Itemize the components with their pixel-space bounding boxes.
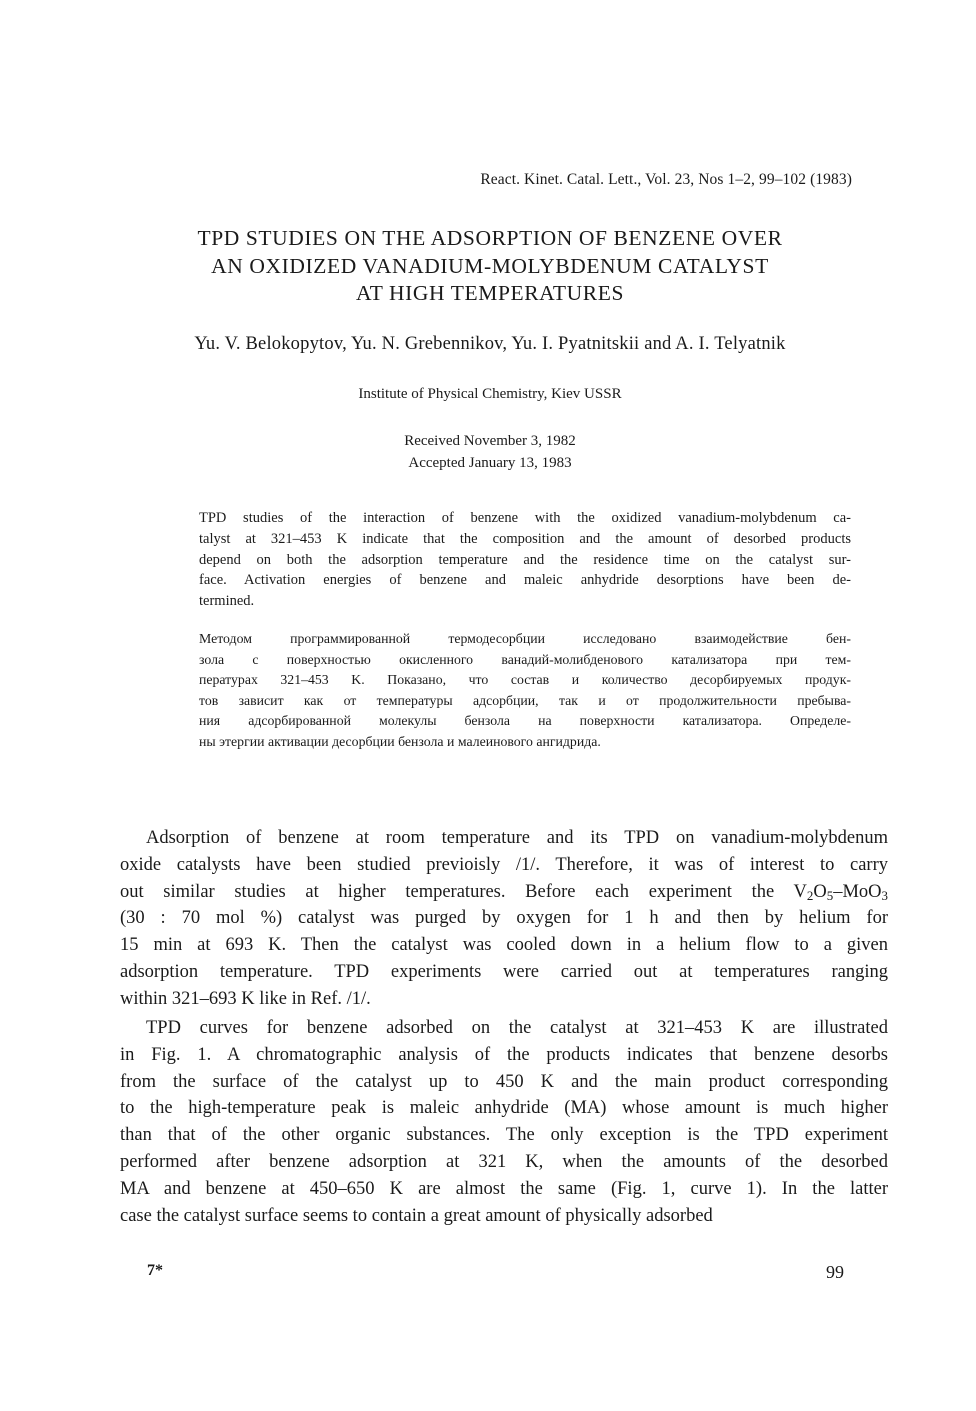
body-line: adsorption temperature. TPD experiments were carried out at temperatures ranging [120, 961, 888, 982]
body-line [120, 879, 888, 906]
abstract-line: face. Activation energies of benzene and maleic anhydride desorptions have been de- [199, 572, 851, 589]
abstract-line: тов зависит как от температуры адсорбции, так и от продолжительности пребыва- [199, 692, 851, 708]
abstract-line: Методом программированной термодесорбции исследовано взаимодействие бен- [199, 631, 851, 646]
abstract-line: depend on both the adsorption temperature and the residence time on the catalyst sur- [199, 551, 851, 568]
body-paragraph-2 [120, 1015, 888, 1229]
dates [100, 430, 880, 474]
body-line: to the high-temperature peak is maleic anhydride (MA) whose amount is much higher [120, 1098, 888, 1119]
subscript: 3 [881, 887, 888, 903]
subscript: 5 [826, 887, 834, 903]
body-text-segment: –MoO [833, 881, 882, 902]
body-line: performed after benzene adsorption at 321 K, when the amounts of the desorbed [120, 1151, 888, 1172]
received-date: Received November 3, 1982 [404, 433, 576, 449]
abstract-line: зола с поверхностью окисленного ванадий-молибденового катализатора при тем- [199, 651, 851, 667]
body-line: MA and benzene at 450–650 K are almost the same (Fig. 1, curve 1). In the latter [120, 1178, 888, 1199]
body-line: TPD curves for benzene adsorbed on the catalyst at 321–453 K are illustrated [146, 1018, 888, 1038]
page-number: 99 [826, 1262, 844, 1282]
affiliation: Institute of Physical Chemistry, Kiev USSR [358, 386, 622, 402]
body-line: from the surface of the catalyst up to 450 K and the main product corresponding [120, 1071, 888, 1092]
body-paragraph-1 [120, 825, 888, 1013]
body-line: case the catalyst surface seems to contain a great amount of physically adsorbed [120, 1205, 713, 1226]
abstract-line: ния адсорбированной молекулы бензола на поверхности катализатора. Определе- [199, 713, 851, 729]
abstract-line: ны этергии активации десорбции бензола и малеинового ангидрида. [199, 733, 601, 749]
authors: Yu. V. Belokopytov, Yu. N. Grebennikov, Yu. I. Pyatnitskii and A. I. Telyatnik [194, 334, 786, 354]
paper-title [100, 225, 880, 308]
abstract-english [199, 508, 851, 612]
abstract-line: TPD studies of the interaction of benzene with the oxidized vanadium-molybdenum ca- [199, 510, 851, 526]
body-line: 15 min at 693 K. Then the catalyst was cooled down in a helium flow to a given [120, 935, 888, 956]
body-line: Adsorption of benzene at room temperature and its TPD on vanadium-molybdenum [146, 828, 888, 848]
signature-mark: 7* [147, 1262, 163, 1279]
subscript: 2 [806, 887, 814, 903]
title-line: AN OXIDIZED VANADIUM-MOLYBDENUM CATALYST [211, 253, 769, 278]
journal-reference: React. Kinet. Catal. Lett., Vol. 23, Nos 1–2, 99–102 (1983) [480, 171, 852, 188]
body-line: oxide catalysts have been studied previoisly /1/. Therefore, it was of interest to carry [120, 854, 888, 875]
body-line: within 321–693 K like in Ref. /1/. [120, 988, 371, 1009]
abstract-line: пературах 321–453 K. Показано, что состав и количество десорбируемых продук- [199, 672, 851, 688]
body-text-segment: O [813, 881, 827, 902]
title-line: AT HIGH TEMPERATURES [355, 281, 625, 305]
accepted-date: Accepted January 13, 1983 [408, 455, 572, 471]
abstract-line: talyst at 321–453 K indicate that the composition and the amount of desorbed products [199, 530, 851, 547]
abstract-line: termined. [199, 593, 255, 610]
body-line: than that of the other organic substances. The only exception is the TPD experiment [120, 1125, 888, 1146]
title-line: TPD STUDIES ON THE ADSORPTION OF BENZENE OVER [197, 226, 783, 250]
body-line: in Fig. 1. A chromatographic analysis of the products indicates that benzene desorbs [120, 1044, 888, 1065]
abstract-russian [199, 629, 851, 753]
body-line: (30 : 70 mol %) catalyst was purged by oxygen for 1 h and then by helium for [120, 908, 888, 929]
body-text-segment: out similar studies at higher temperatures. Before each experiment the V [120, 881, 807, 902]
